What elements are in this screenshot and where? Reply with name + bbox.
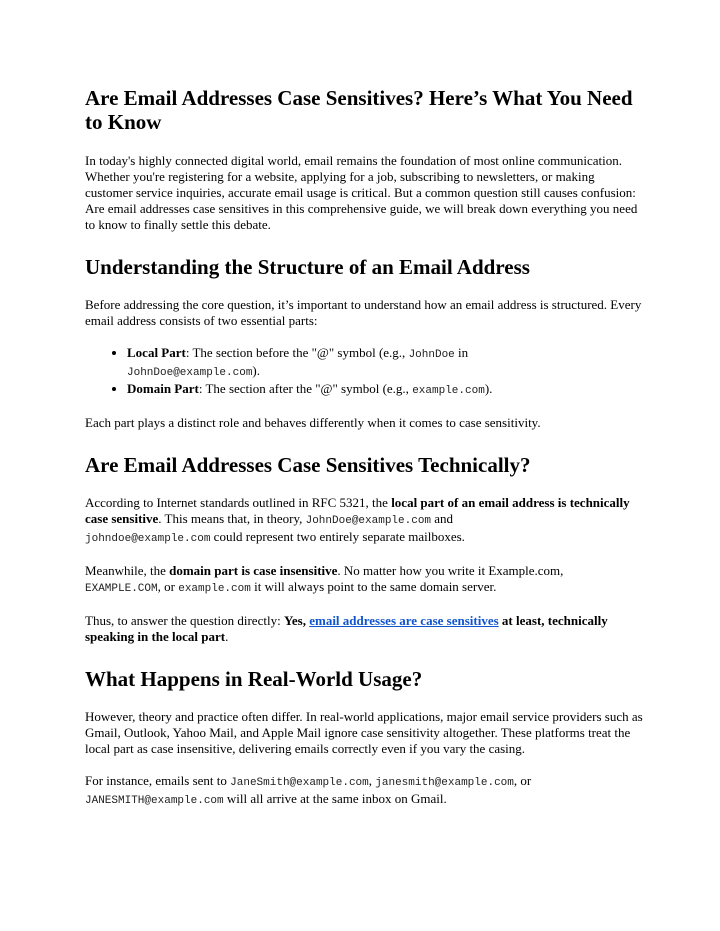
code-domain-example: example.com <box>412 385 485 397</box>
code-janesmith-upper: JANESMITH@example.com <box>85 795 224 807</box>
section-heading-structure: Understanding the Structure of an Email Address <box>85 255 530 279</box>
rfc-paragraph: According to Internet standards outlined in RFC 5321, the local part of an email address is technically case sensitive. This means that, in theory, JohnDoe@example.com and johndoe@example.com could represent two entirely separate mailboxes. <box>85 495 630 545</box>
parts-summary-paragraph: Each part plays a distinct role and behaves differently when it comes to case sensitivity. <box>85 415 541 430</box>
code-upper-domain: EXAMPLE.COM <box>85 583 158 595</box>
code-lower-case-address: johndoe@example.com <box>85 533 211 545</box>
code-mixed-case-address: JohnDoe@example.com <box>305 515 432 527</box>
code-full-address-example: JohnDoe@example.com <box>127 367 253 379</box>
page-title: Are Email Addresses Case Sensitives? Here’s What You Need to Know <box>85 86 633 134</box>
code-janesmith-lower: janesmith@example.com <box>375 777 514 789</box>
real-world-paragraph: However, theory and practice often differ. In real-world applications, major email service providers such as Gmail, Outlook, Yahoo Mail, and Apple Mail ignore case sensitivity altogether. These platforms treat the local part as case insensitive, delivering emails correctly even if you vary the casing. <box>85 709 643 756</box>
section-heading-real-world: What Happens in Real-World Usage? <box>85 667 423 691</box>
case-sensitive-link[interactable]: email addresses are case sensitives <box>309 613 499 628</box>
code-local-example: JohnDoe <box>408 349 455 361</box>
intro-paragraph: In today's highly connected digital world, email remains the foundation of most online communication. Whether you're registering for a website, applying for a job, subscribing to newsletters, or making customer service inquiries, accurate email usage is critical. But a common question still causes confusion: Are email addresses case sensitives in this comprehensive guide, we will break down everything you need to know to finally settle this debate. <box>85 153 638 232</box>
list-item-domain-part: • Domain Part: The section after the "@" symbol (e.g., example.com). <box>127 381 645 399</box>
structure-paragraph: Before addressing the core question, it’s important to understand how an email address is structured. Every email address consists of two essential parts: <box>85 297 642 328</box>
gmail-example-paragraph: For instance, emails sent to JaneSmith@example.com, janesmith@example.com, or JANESMITH@example.com will all arrive at the same inbox on Gmail. <box>85 773 532 807</box>
code-lower-domain: example.com <box>178 583 251 595</box>
document-page <box>85 86 645 825</box>
domain-paragraph: Meanwhile, the domain part is case insensitive. No matter how you write it Example.com, EXAMPLE.COM, or example.com it will always point to the same domain server. <box>85 563 564 595</box>
list-item-local-part: • Local Part: The section before the "@" symbol (e.g., JohnDoe in JohnDoe@example.com). <box>127 345 645 381</box>
answer-paragraph: Thus, to answer the question directly: Yes, email addresses are case sensitives at least, technically speaking in the local part. <box>85 613 608 644</box>
section-heading-technical: Are Email Addresses Case Sensitives Technically? <box>85 453 531 477</box>
domain-part-label: Domain Part <box>127 381 199 396</box>
code-janesmith-mixed: JaneSmith@example.com <box>230 777 369 789</box>
email-parts-list <box>85 345 645 399</box>
local-part-label: Local Part <box>127 345 186 360</box>
